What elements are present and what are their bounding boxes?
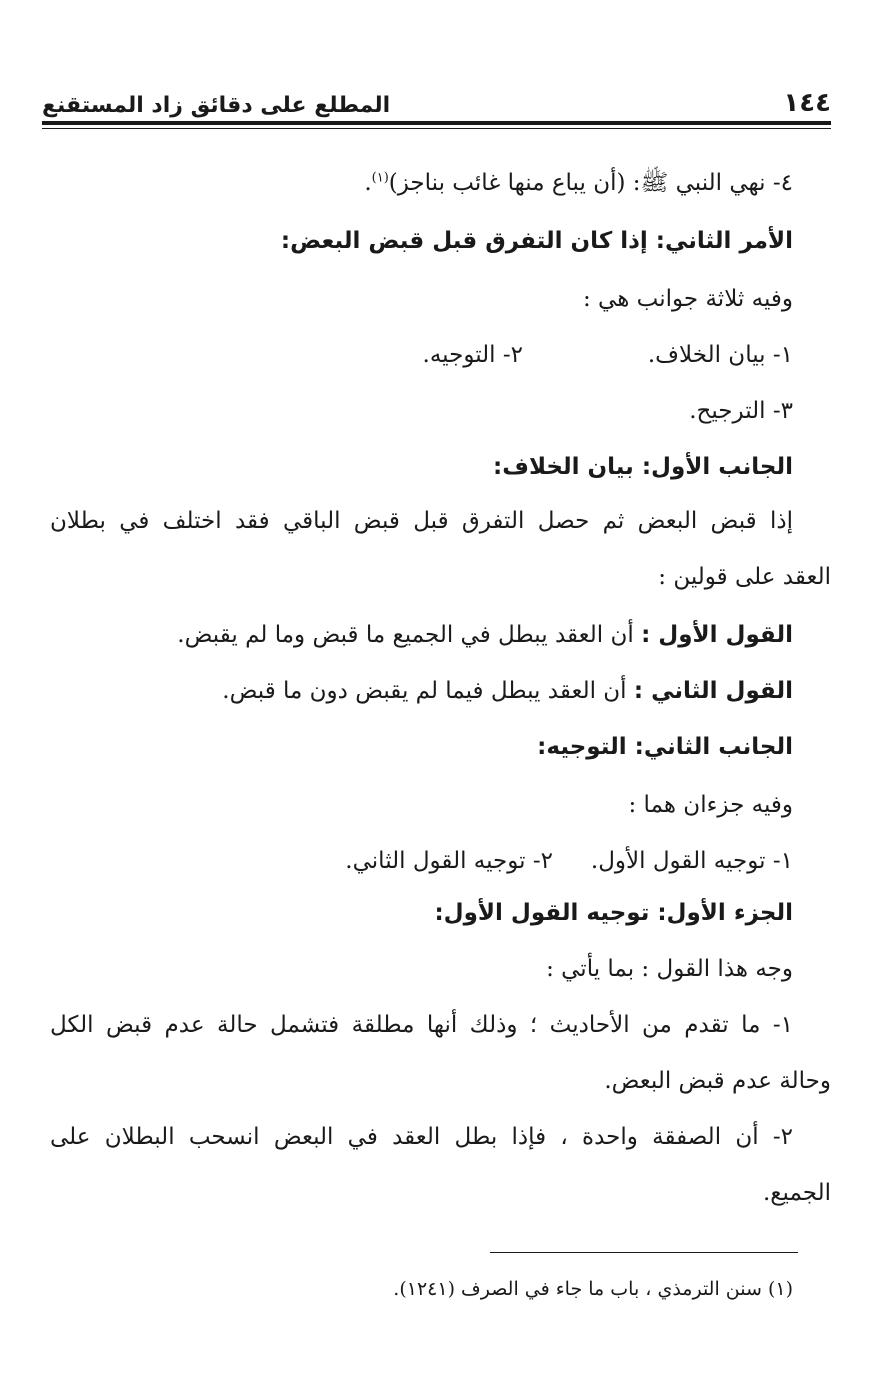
aspect-1: ١- بيان الخلاف. [647,342,793,368]
header-rule-thick [42,121,831,125]
footnote: (١) سنن الترمذي ، باب ما جاء في الصرف (١٢٤١). [393,1278,793,1300]
dispute-line-2: العقد على قولين : [658,564,831,590]
heading-second-matter: الأمر الثاني: إذا كان التفرق قبل قبض البعض: [280,228,793,254]
two-parts-intro: وفيه جزءان هما : [628,792,793,818]
heading-second-aspect: الجانب الثاني: التوجيه: [537,734,793,760]
part-2: ٢- توجيه القول الثاني. [345,848,553,874]
opinion-2 [50,676,793,706]
item-4-end: . [364,170,372,196]
item-4-text: ٤- نهي النبي ﷺ: (أن يباع منها غائب بناجز) [388,170,793,196]
running-head [42,84,831,118]
reason-1-line-2: وحالة عدم قبض البعض. [604,1068,831,1094]
reasoning-intro: وجه هذا القول : بما يأتي : [546,956,793,982]
book-title: المطلع على دقائق زاد المستقنع [42,93,391,118]
item-4 [50,168,793,198]
aspect-3: ٣- الترجيح. [689,398,793,424]
opinion-1-text: أن العقد يبطل في الجميع ما قبض وما لم يقبض. [177,622,642,648]
heading-first-aspect: الجانب الأول: بيان الخلاف: [493,454,793,480]
opinion-1-label: القول الأول : [641,622,793,648]
footnote-reference[interactable]: (١) [371,170,389,186]
aspect-2: ٢- التوجيه. [422,342,523,368]
three-aspects-intro: وفيه ثلاثة جوانب هي : [583,286,793,312]
footnote-separator [490,1252,798,1253]
parts-row [50,846,793,876]
opinion-2-text: أن العقد يبطل فيما لم يقبض دون ما قبض. [222,678,634,704]
header-rule-thin [42,128,831,129]
part-1: ١- توجيه القول الأول. [590,848,793,874]
page-number: ١٤٤ [783,88,831,118]
reason-2-line-1: ٢- أن الصفقة واحدة ، فإذا بطل العقد في البعض انسحب البطلان على [50,1124,793,1150]
dispute-line-1: إذا قبض البعض ثم حصل التفرق قبل قبض الباقي فقد اختلف في بطلان [50,508,793,534]
heading-first-part: الجزء الأول: توجيه القول الأول: [434,900,793,926]
reason-2-line-2: الجميع. [762,1180,831,1206]
opinion-1 [50,620,793,650]
opinion-2-label: القول الثاني : [633,678,793,704]
reason-1-line-1: ١- ما تقدم من الأحاديث ؛ وذلك أنها مطلقة فتشمل حالة عدم قبض الكل [50,1012,793,1038]
aspects-row [50,340,793,370]
